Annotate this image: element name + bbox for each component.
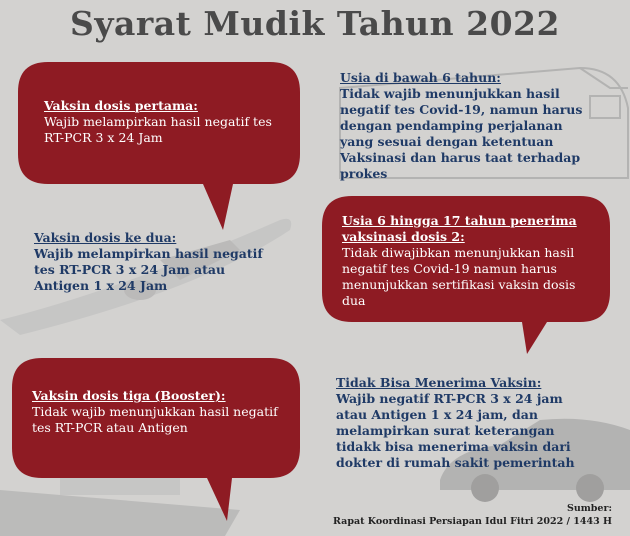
speech-bubble-4: [322, 196, 610, 356]
item-heading: Usia 6 hingga 17 tahun penerima vaksinasi dosis 2:: [342, 213, 577, 244]
speech-bubble-1: [18, 62, 300, 232]
item-body: Tidak wajib menunjukkan hasil negatif tes RT-PCR atau Antigen: [32, 404, 278, 435]
item-body: Tidak diwajibkan menunjukkan hasil negatif tes Covid-19 namun harus menunjukkan sertifikasi vaksin dosis dua: [342, 245, 576, 308]
source-label: Sumber:: [566, 503, 612, 514]
item-body: Wajib melampirkan hasil negatif tes RT-PCR 3 x 24 Jam atau Antigen 1 x 24 Jam: [34, 246, 263, 293]
source-note: [333, 502, 612, 528]
item-heading: Vaksin dosis tiga (Booster):: [32, 388, 226, 403]
item-body: Wajib melampirkan hasil negatif tes RT-PCR 3 x 24 Jam: [44, 114, 272, 145]
info-block-6: [336, 375, 586, 471]
item-body: Tidak wajib menunjukkan hasil negatif tes Covid-19, namun harus dengan pendamping perjalanan yang sesuai dengan ketentuan Vaksinasi dan harus taat terhadap prokes: [340, 86, 583, 181]
speech-bubble-shape: [18, 62, 300, 232]
item-heading: Tidak Bisa Menerima Vaksin:: [336, 375, 542, 390]
item-heading: Vaksin dosis ke dua:: [34, 230, 177, 245]
info-block-2: [340, 70, 595, 182]
source-text: Rapat Koordinasi Persiapan Idul Fitri 2022 / 1443 H: [333, 516, 612, 527]
item-heading: Usia di bawah 6 tahun:: [340, 70, 501, 85]
item-heading: Vaksin dosis pertama:: [44, 98, 198, 113]
speech-bubble-shape: [12, 358, 300, 523]
info-block-3: [34, 230, 284, 294]
speech-bubble-5: [12, 358, 300, 523]
item-body: Wajib negatif RT-PCR 3 x 24 jam atau Antigen 1 x 24 jam, dan melampirkan surat keterangan tidakk bisa menerima vaksin dari dokter di rumah sakit pemerintah: [336, 391, 575, 470]
page-title: Syarat Mudik Tahun 2022: [70, 4, 560, 43]
